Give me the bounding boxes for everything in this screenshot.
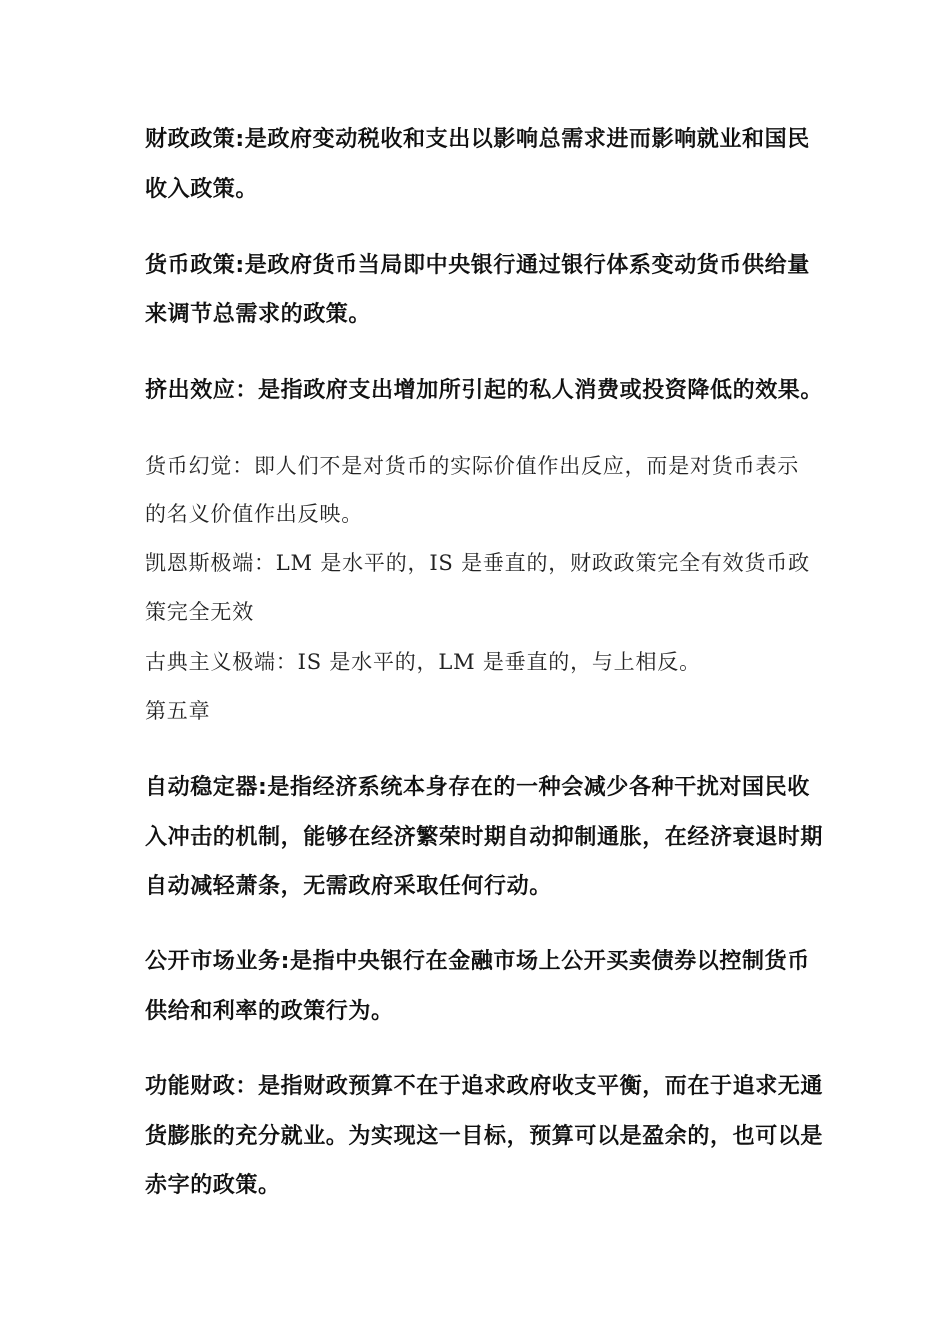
monetary-policy-line-1: 货币政策:是政府货币当局即中央银行通过银行体系变动货币供给量 [145,253,810,278]
open-market-line-2: 供给和利率的政策行为。 [145,999,394,1024]
crowding-out-line-1: 挤出效应：是指政府支出增加所引起的私人消费或投资降低的效果。 [145,378,824,403]
fiscal-policy-line-1: 财政政策:是政府变动税收和支出以影响总需求进而影响就业和国民 [145,127,810,152]
functional-finance-line-3: 赤字的政策。 [145,1173,281,1198]
automatic-stabilizer-line-3: 自动减轻萧条，无需政府采取任何行动。 [145,874,552,899]
chapter-heading: 第五章 [145,699,211,723]
money-illusion-line-1: 货币幻觉：即人们不是对货币的实际价值作出反应，而是对货币表示 [145,454,799,478]
automatic-stabilizer-line-2: 入冲击的机制，能够在经济繁荣时期自动抑制通胀，在经济衰退时期 [145,825,824,850]
open-market-line-1: 公开市场业务:是指中央银行在金融市场上公开买卖债券以控制货币 [145,949,810,974]
keynesian-extreme-line-1: 凯恩斯极端：LM 是水平的，IS 是垂直的，财政政策完全有效货币政 [145,551,810,575]
fiscal-policy-line-2: 收入政策。 [145,177,259,202]
classical-extreme-line-1: 古典主义极端：IS 是水平的，LM 是垂直的，与上相反。 [145,650,701,674]
monetary-policy-line-2: 来调节总需求的政策。 [145,302,372,327]
keynesian-extreme-line-2: 策完全无效 [145,600,254,624]
functional-finance-line-1: 功能财政：是指财政预算不在于追求政府收支平衡，而在于追求无通 [145,1074,824,1099]
automatic-stabilizer-line-1: 自动稳定器:是指经济系统本身存在的一种会减少各种干扰对国民收 [145,775,810,800]
functional-finance-line-2: 货膨胀的充分就业。为实现这一目标，预算可以是盈余的，也可以是 [145,1124,824,1149]
money-illusion-line-2: 的名义价值作出反映。 [145,502,363,526]
